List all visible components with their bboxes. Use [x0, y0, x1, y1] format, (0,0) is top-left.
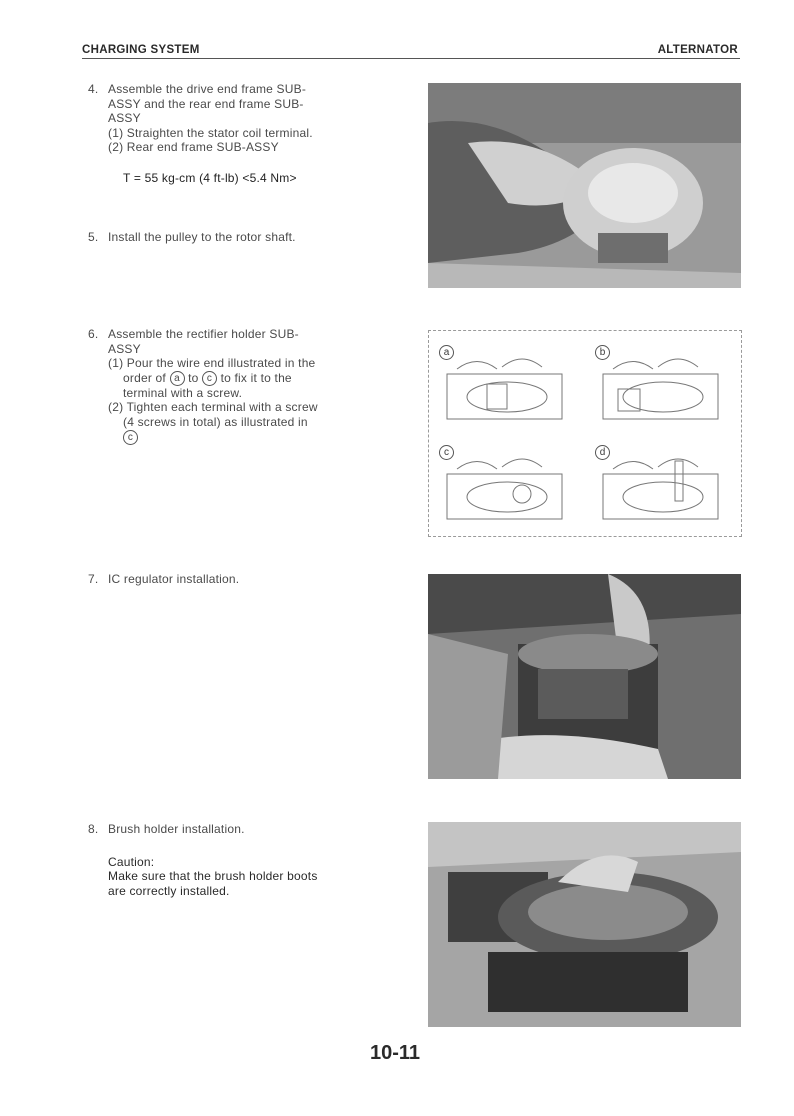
figure-label-b: b: [595, 345, 610, 360]
step-text-line: Assemble the drive end frame SUB-: [108, 82, 307, 96]
diagram-panel-d: [593, 439, 733, 529]
diagram-panel-c: [437, 439, 577, 529]
step-number: 7.: [88, 572, 99, 586]
figure-label-d: d: [595, 445, 610, 460]
sub-step-text: to fix it to the: [220, 370, 292, 385]
photo-ic-regulator: [428, 574, 741, 779]
circled-label-c: c: [123, 430, 138, 445]
sub-step-text: order of: [123, 370, 166, 385]
step-number: 6.: [88, 327, 99, 341]
header-rule: [82, 58, 740, 59]
section-title: CHARGING SYSTEM: [82, 44, 200, 56]
step-6: [88, 327, 388, 445]
diagram-panel-a: [437, 339, 577, 429]
step-8: [88, 822, 393, 898]
photo-drive-end-frame: [428, 83, 741, 288]
step-text-line: ASSY and the rear end frame SUB-: [108, 96, 304, 111]
step-text-line: Assemble the rectifier holder SUB-: [108, 327, 299, 341]
torque-spec: T = 55 kg-cm (4 ft-lb) <5.4 Nm>: [123, 170, 297, 185]
subsection-title: ALTERNATOR: [657, 44, 738, 56]
step-text-line: ASSY: [108, 111, 141, 125]
page-number: 10-11: [370, 1042, 421, 1064]
sub-step: (2) Rear end frame SUB-ASSY: [108, 140, 279, 154]
step-number: 4.: [88, 82, 99, 96]
figure-label-c: c: [439, 445, 454, 460]
caution-text: Make sure that the brush holder boots: [108, 869, 318, 883]
step-text: Brush holder installation.: [108, 822, 245, 836]
sub-step-text: terminal with a screw.: [123, 385, 243, 400]
step-4: [88, 82, 393, 185]
sub-step-text: (4 screws in total) as illustrated in: [123, 414, 308, 429]
caution-title: Caution:: [108, 854, 155, 869]
step-text: IC regulator installation.: [108, 572, 240, 586]
circled-label-a: a: [170, 371, 185, 386]
diagram-panel-b: [593, 339, 733, 429]
step-number: 5.: [88, 230, 99, 244]
sub-step: (2) Tighten each terminal with a screw: [108, 400, 318, 415]
circled-label-c: c: [202, 371, 217, 386]
sub-step-text: to: [188, 370, 199, 385]
step-number: 8.: [88, 822, 99, 836]
sub-step: (1) Pour the wire end illustrated in the: [108, 356, 316, 370]
step-5: [88, 230, 393, 245]
step-text: Install the pulley to the rotor shaft.: [108, 230, 296, 244]
figure-label-a: a: [439, 345, 454, 360]
caution-text: are correctly installed.: [108, 883, 230, 898]
rectifier-holder-diagram: [428, 330, 742, 537]
photo-brush-holder: [428, 822, 741, 1027]
step-7: [88, 572, 393, 587]
sub-step: (1) Straighten the stator coil terminal.: [108, 125, 313, 140]
step-text-line: ASSY: [108, 341, 141, 356]
